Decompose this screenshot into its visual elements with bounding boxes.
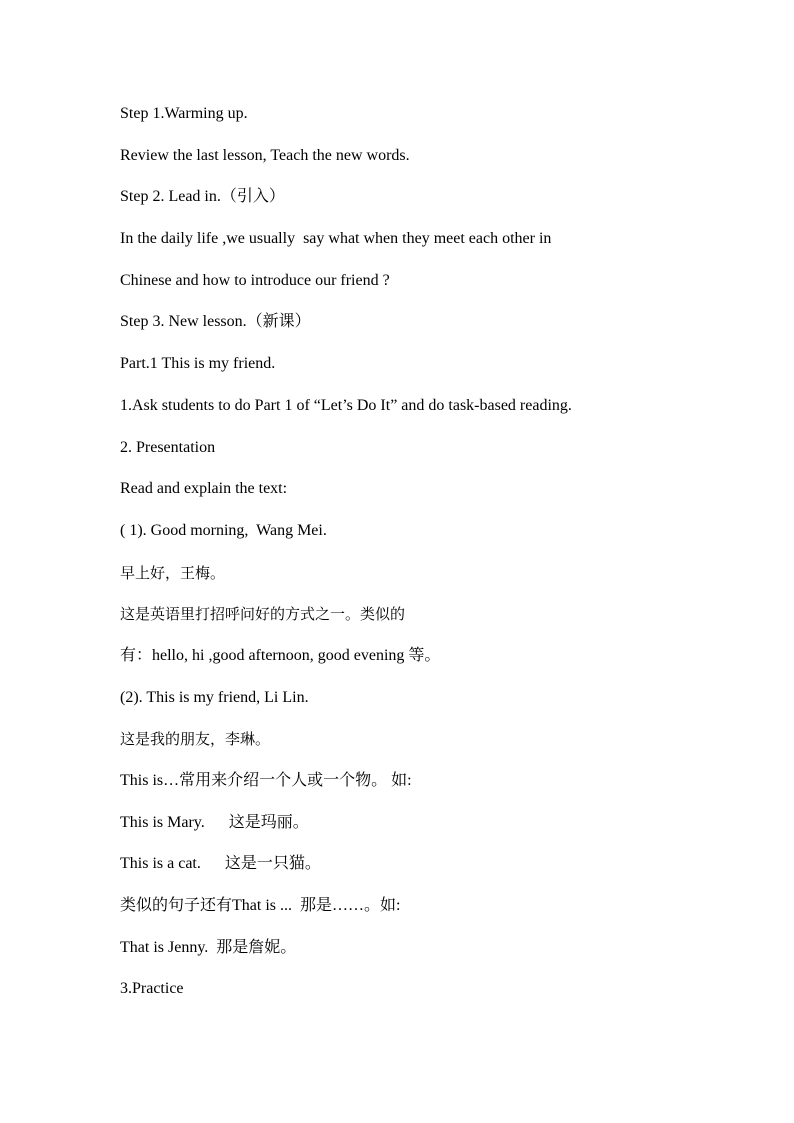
example-1-chinese: 早上好，王梅。 [120,563,226,582]
part1-heading: Part.1 This is my friend. [120,355,276,373]
greeting-explanation-1: 这是英语里打招呼问好的方式之一。类似的 [120,605,406,624]
this-is-explanation: This is…常用来介绍一个人或一个物。 如: [120,772,412,789]
that-is-example: That is Jenny. 那是詹妮。 [120,938,297,956]
practice-heading: 3.Practice [120,980,184,998]
example-2-english: (2). This is my friend, Li Lin. [120,688,309,706]
presentation-heading: 2. Presentation [120,438,216,456]
step1-heading: Step 1.Warming up. [120,105,248,122]
review-instruction: Review the last lesson, Teach the new words. [120,146,410,164]
read-explain-text: Read and explain the text: [120,480,288,498]
step2-heading: Step 2. Lead in.（引入） [120,188,285,206]
task-instruction: 1.Ask students to do Part 1 of “Let’s Do It” and do task-based reading. [120,396,572,414]
lesson-plan-text [120,104,720,1021]
lead-in-text-2: Chinese and how to introduce our friend ? [120,271,390,289]
step3-heading: Step 3. New lesson.（新课） [120,313,311,331]
example-1-english: ( 1). Good morning, Wang Mei. [120,521,327,539]
this-is-example-2: This is a cat. 这是一只猫。 [120,855,321,873]
example-2-chinese: 这是我的朋友，李琳。 [120,730,271,749]
greeting-explanation-2: 有：hello, hi ,good afternoon, good evening 等。 [120,646,441,664]
this-is-example-1: This is Mary. 这是玛丽。 [120,813,309,831]
that-is-explanation: 类似的句子还有That is ... 那是……。如: [120,897,401,915]
lead-in-text-1: In the daily life ,we usually say what when they meet each other in [120,230,552,248]
